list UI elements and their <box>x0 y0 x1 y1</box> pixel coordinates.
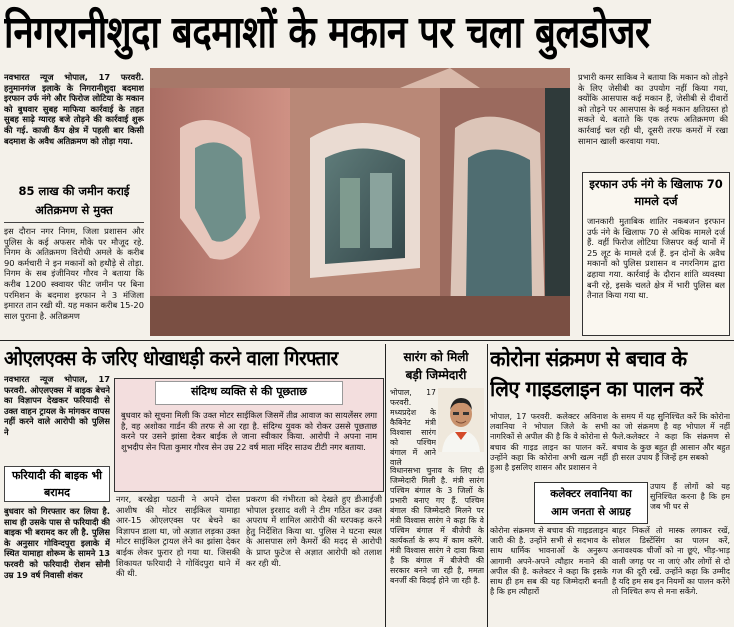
minister-portrait <box>438 388 484 452</box>
main-headline: निगरानीशुदा बदमाशों के मकान पर चला बुलडोजर <box>4 7 650 58</box>
story4-headline-line2: लिए गाइडलाइन का पालन करें <box>490 377 703 401</box>
story4-callout-line2: आम जनता से आग्रह <box>551 506 631 518</box>
story2-box-body: बुधवार को सूचना मिली कि उक्त मोटर साईकिल जिसमें तीव्र आवाज का सायलेंसर लगा है, वह अशोका गार्डन की तरफ से आ रहा है. संदिग्ध युवक को रोकर उससे पूछताछ करने पर उसने झांसा देकर बाईक ले जाना स्वीकार किया. आरोपी ने अपना नाम शुभदीप सेन पिता कुमार गौरव सेन उम्र 22 वर्ष माता मंदिर साउथ टीटी नगर बताया. <box>121 410 377 452</box>
story4-col2-bottom: बाहर निकलें तो मास्क लगाकर रखें, सोशल डिस्टेंसिंग का पालन करें, अनावश्यक चीजों को ना छूएं, भीड़-भाड़ वाली जगह पर ना जाएं और लोगों से दो गज की दूरी रखें. उन्होंने कहा कि उम्मीद है यदि हम सब इन नियमों का पालन करेंगे तो निश्चित रूप से मना सकेंगे. <box>612 526 730 597</box>
story1-subhead: 85 लाख की जमीन कराई अतिक्रमण से मुक्त <box>4 182 144 223</box>
story3-headline-line2: बड़ी जिम्मेदारी <box>405 368 467 382</box>
story3-headline-line1: सारंग को मिली <box>403 350 469 364</box>
story1-box <box>582 172 730 336</box>
story2-headline: ओएलएक्स के जरिए धोखाधड़ी करने वाला गिरफ्तार <box>4 346 338 370</box>
story4-col2-mid: उपाय हैं लोगों को यह सुनिश्चित करना है कि हम जब भी घर से <box>650 482 730 512</box>
demolition-photo <box>150 68 570 336</box>
story4-col1-top: भोपाल, 17 फरवरी. कलेक्टर अविनाश लवानिया ने भोपाल जिले के सभी नागरिकों से अपील की है कि वे कोरोना से बचाव की गाइड लाइन का पालन करें. उन्होंने कहा कि कोरोना अभी खत्म नहीं हुआ है इसलिए शासन और प्रशासन ने <box>490 412 608 473</box>
story4-col1-bottom: कोरोना संक्रमण से बचाव की गाइडलाइन जारी की है. उन्होंने सभी से सदभाव के साथ धार्मिक भावनाओं के अनुरूप आगामी अपने-अपने त्यौहार मनाने की अपील की है. कलेक्टर ने कहा कि इसके साथ ही हम सब की यह जिम्मेदारी बनती है कि हम त्यौहारों <box>490 526 608 597</box>
story4-col2-top: के समय में यह सुनिश्चित करें कि कोरोना का जो संक्रमण है वह भोपाल में नहीं फैले.कलेक्टर ने कहा कि संक्रमण से बचाव के कुछ बहुत ही आसान और बहुत ही सरल उपाय हैं जिन्हें हम सबको <box>612 412 730 462</box>
story4-callout-line1: कलेक्टर लवानिया का <box>550 488 632 500</box>
story2-col2-body: नगर, बरखेड़ा पठानी ने अपने दोस्त आशीष की मोटर साईकिल यामाहा आर-15 ओएलएक्स पर बेचने का विज्ञापन डाला था, जो अज्ञात लड़का उक्त मोटर साईकिल ट्रायल लेने का झांसा देकर बाईक लेकर फुरार हो गया था. जिसकी शिकायत फरियादी ने गोविंदपुरा थाने में की थी. <box>116 494 240 579</box>
story1-body: इस दौरान नगर निगम, जिला प्रशासन और पुलिस के कई अफसर मौके पर मौजूद रहे. निगम के अतिक्रमण विरोधी अमले के करीब 90 कर्मचारी ने इन मकानों को हथौड़े से तोड़ा. निगम के सब इंजीनियर गौरव ने बताया कि करीब 1200 स्क्वायर फीट जमीन पर बिना परमिशन के बदमाश इरफान ने 3 मंजिला इमारत तान रखी थी. यह मकान करीब 15-20 साल पुराना है. अतिक्रमण <box>4 226 144 321</box>
story1-box-title: इरफान उर्फ नंगे के खिलाफ 70 मामले दर्ज <box>589 177 723 208</box>
story2-subhead-bike: फरियादी की बाइक भी बरामद <box>4 466 110 502</box>
section-divider <box>0 340 734 341</box>
story2-col1-body: बुधवार को गिरफ्तार कर लिया है. साथ ही उसके पास से फरियादी की बाइक भी बरामद कर ली है. पुलिस के अनुसार गोविन्दपुरा इलाके में स्थित यामाहा शोरूम के सामने 13 फरवरी को फरियादी रोशन सोनी उम्र 19 वर्ष निवासी शंकर <box>4 506 110 580</box>
story1-box-body: जानकारी मुताबिक शातिर नकबजन इरफान उर्फ नंगे के खिलाफ 70 से अधिक मामले दर्ज हैं. वहीं फिरोज लोटिया जिसपर कई थानों में 25 लूट के मामले दर्ज हैं. इन दोनों के अवैध मकानों को पुलिस प्रशासन व नगरनिगम द्वारा ढहाया गया. कार्रवाई के दौरान शांति व्यवस्था बनी रहे, इसके चलते क्षेत्र में भारी पुलिस बल तैनात किया गया था. <box>587 216 725 301</box>
story2-intro: नवभारत न्यूज भोपाल, 17 फरवरी. ओएलएक्स में बाइक बेचने का विज्ञापन देखकर फरियादी से उक्त वाहन ट्रायल के मांगकर वापस नहीं करने वाले आरोपी को पुलिस ने <box>4 374 110 437</box>
story4-callout-box <box>534 482 648 524</box>
story1-right-column: प्रभारी कमर साकिब ने बताया कि मकान को तोड़ने के लिए जेसीबी का उपयोग नहीं किया गया, क्योंकि आसपास कई मकान हैं, जेसीबी से दीवारों को तोड़ने पर आसपास के कई मकान क्षतिग्रस्त हो सकते थे. बताते कि एक तरफ अतिक्रमण की कार्रवाई चल रही थी, दूसरी तरफ कमरों में रखा सामान खाली करवाया गया. <box>578 72 728 146</box>
column-divider <box>385 344 386 627</box>
column-divider-2 <box>487 344 488 627</box>
story2-box <box>114 378 384 492</box>
story1-intro: नवभारत न्यूज भोपाल, 17 फरवरी. हनुमानगंज इलाके के निगरानीशुदा बदमाश इरफान उर्फ नंगे और फिरोज लोटिया के मकान को बुधवार सुबह माफिया कार्रवाई के तहत सुबह साढ़े ग्यारह बजे तोड़ने की कार्रवाई शुरू की गई. काजी कैंप क्षेत्र में पहली बार किसी बदमाश के अवैध अतिक्रमण को तोड़ा गया. <box>4 72 144 146</box>
building-demolition-image <box>150 68 570 336</box>
story3-intro: भोपाल, 17 फरवरी. मध्यप्रदेश के कैबिनेट मंत्री विश्वास सारंग को पश्चिम बंगाल में आने वाले <box>390 388 436 466</box>
person-portrait-image <box>438 388 484 452</box>
story2-col3-body: प्रकरण की गंभीरता को देखते हुए डीआईजी भोपाल इरशाद वली ने टीम गठित कर उक्त अपराध में शामिल आरोपी की धरपकड़ करने हेतु निर्देशित किया था. पुलिस ने घटना स्थल के आसपास लगे कैमरों की मदद से आरोपी के प्राप्त फुटेज से अज्ञात आरोपी को तलाश कर रही थी. <box>246 494 382 568</box>
story2-subhead-suspect: संदिग्ध व्यक्ति से की पूछताछ <box>155 381 343 405</box>
story4-headline-line1: कोरोना संक्रमण से बचाव के <box>490 347 687 371</box>
story3-body: विधानसभा चुनाव के लिए दी जिम्मेदारी मिली है. मंत्री सारंग पश्चिम बंगाल के 3 जिलों के प्रभारी बनाए गए हैं. पश्चिम बंगाल की जिम्मेदारी मिलने पर मंत्री विश्वास सारंग ने कहा कि वे पश्चिम बंगाल में बीजेपी के कार्यकर्ता के रूप में काम करेंगे. मंत्री विश्वास सारंग ने दावा किया है कि बंगाल में बीजेपी की सरकार बनने जा रही है, ममता बनर्जी की विदाई होने जा रही है. <box>390 466 484 585</box>
